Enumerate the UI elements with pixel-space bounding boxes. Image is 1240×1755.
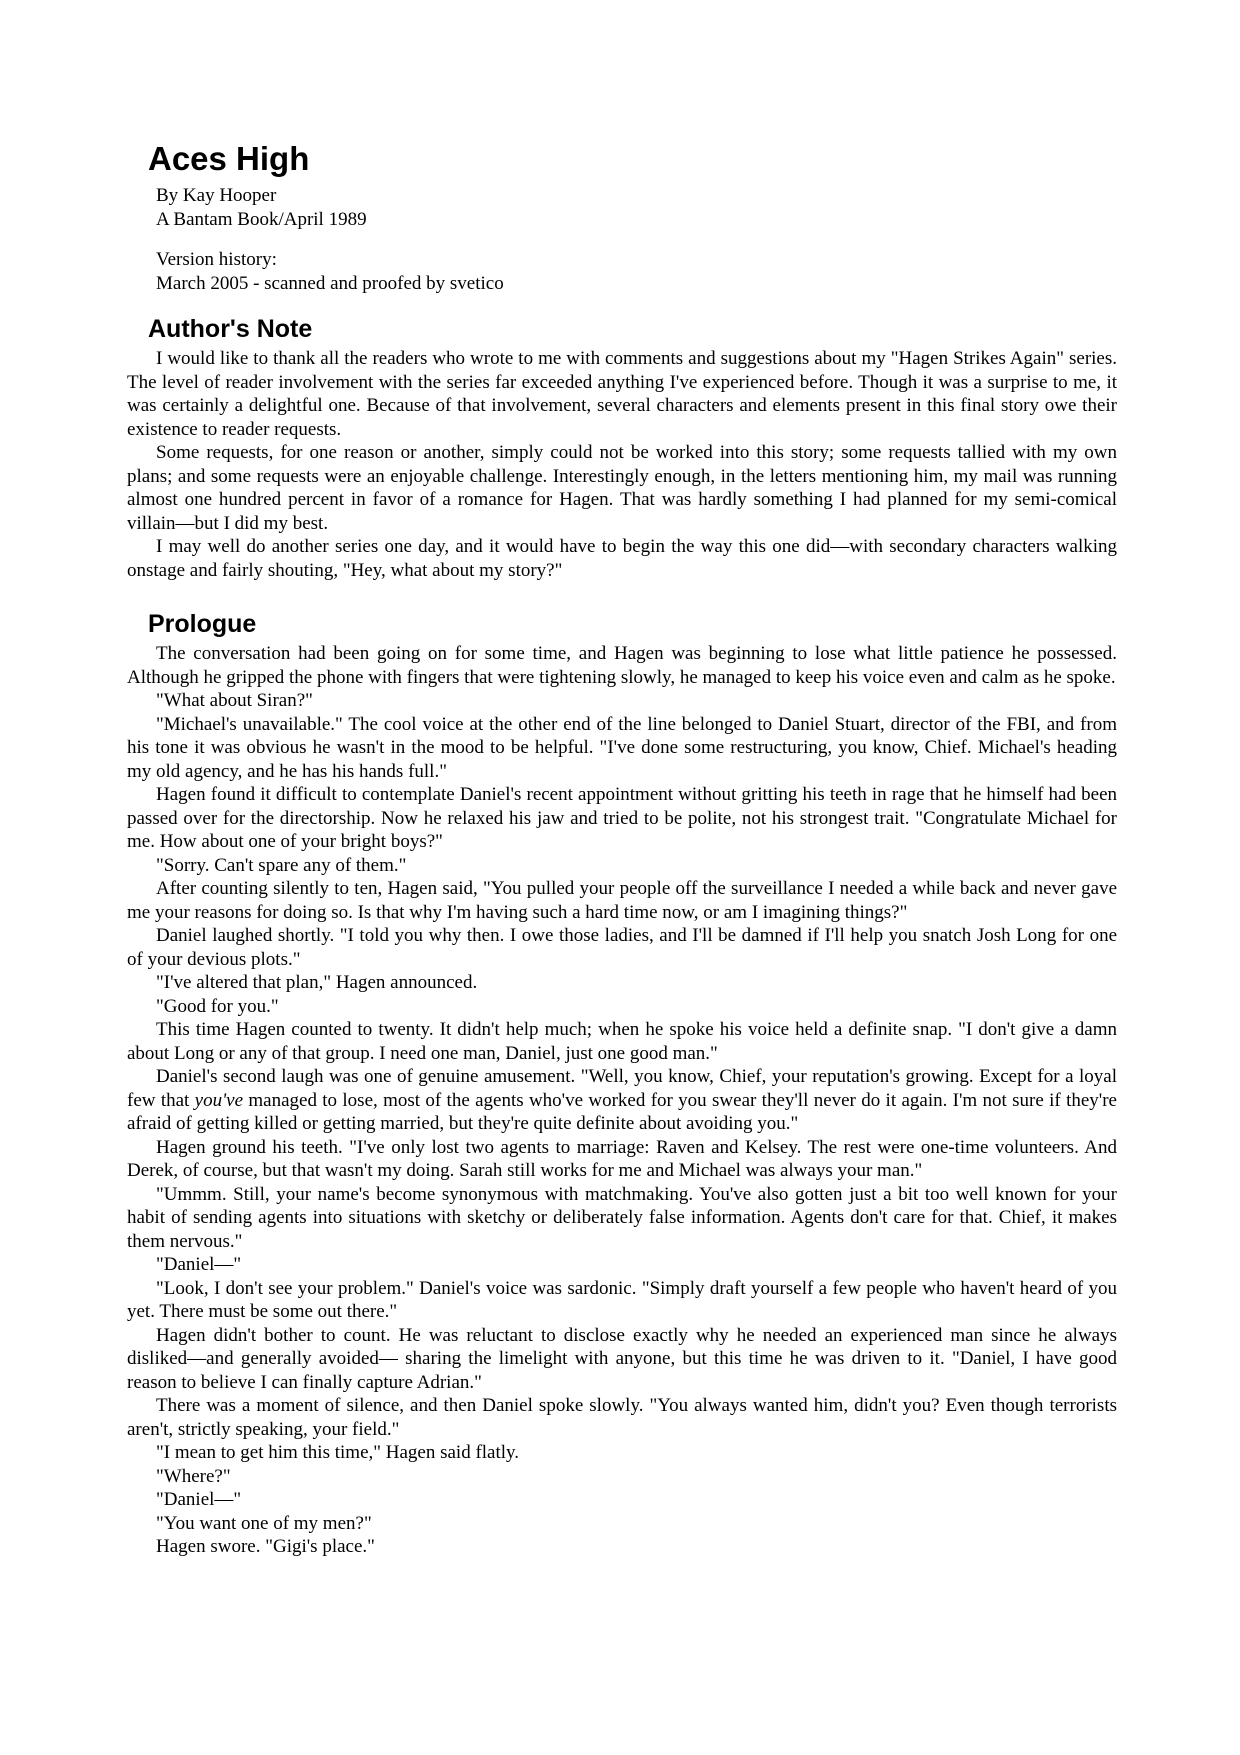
document-page <box>127 140 1117 1559</box>
paragraph: "I've altered that plan," Hagen announced. <box>156 972 478 993</box>
paragraph: "Where?" <box>156 1465 231 1487</box>
paragraph: "Ummm. Still, your name's become synonymous with matchmaking. You've also gotten just a bit too well known for your habit of sending agents into situations with sketchy or deliberately false information. Agents don't care for that. Chief, it makes them nervous." <box>127 1183 1117 1252</box>
prologue-body <box>127 642 1117 1559</box>
paragraph: "I mean to get him this time," Hagen said flatly. <box>156 1442 520 1463</box>
publisher-line: A Bantam Book/April 1989 <box>156 208 367 230</box>
paragraph: "Daniel—" <box>156 1489 242 1510</box>
prologue-heading: Prologue <box>148 610 257 638</box>
paragraph: "Look, I don't see your problem." Daniel's voice was sardonic. "Simply draft yourself a few people who haven't heard of you yet. There must be some out there." <box>127 1277 1117 1322</box>
paragraph: "Good for you." <box>156 995 279 1017</box>
emphasized-word: you've <box>194 1089 244 1111</box>
version-history-label: Version history: <box>156 249 277 270</box>
authors-note-heading: Author's Note <box>148 315 313 343</box>
paragraph: After counting silently to ten, Hagen said, "You pulled your people off the surveillance I needed a while back and never gave me your reasons for doing so. Is that why I'm having such a hard time now, or am I imagining things?" <box>127 878 1117 923</box>
paragraph: Some requests, for one reason or another, simply could not be worked into this story; some requests tallied with my own plans; and some requests were an enjoyable challenge. Interestingly enough, in the letters mentioning him, my mail was running almost one hundred percent in favor of a romance for Hagen. That was hardly something I had planned for my semi-comical villain—but I did my best. <box>127 442 1117 534</box>
paragraph: I may well do another series one day, and it would have to begin the way this one did—with secondary characters walking onstage and fairly shouting, "Hey, what about my story?" <box>127 536 1117 581</box>
version-history-entry: March 2005 - scanned and proofed by svetico <box>156 272 504 294</box>
paragraph: "Sorry. Can't spare any of them." <box>156 854 407 876</box>
paragraph: The conversation had been going on for some time, and Hagen was beginning to lose what little patience he possessed. Although he gripped the phone with fingers that were tightening slowly, he managed to keep his voice even and calm as he spoke. <box>127 643 1117 688</box>
paragraph: This time Hagen counted to twenty. It didn't help much; when he spoke his voice held a definite snap. "I don't give a damn about Long or any of that group. I need one man, Daniel, just one good man." <box>127 1019 1117 1064</box>
text-run: managed to lose, most of the agents who've worked for you swear they'll never do it again. I'm not sure if they're afraid of getting killed or getting married, but they're quite definite about avoiding you." <box>127 1089 1117 1134</box>
authors-note-body <box>127 347 1117 582</box>
paragraph: "Daniel—" <box>156 1254 242 1275</box>
book-title: Aces High <box>148 140 310 177</box>
paragraph: "Michael's unavailable." The cool voice at the other end of the line belonged to Daniel Stuart, director of the FBI, and from his tone it was obvious he wasn't in the mood to be helpful. "I've done some restructuring, you know, Chief. Michael's heading my old agency, and he has his hands full." <box>127 713 1117 782</box>
paragraph: "You want one of my men?" <box>156 1512 372 1534</box>
book-metadata <box>156 184 1117 295</box>
paragraph: I would like to thank all the readers who wrote to me with comments and suggestions about my "Hagen Strikes Again" series. The level of reader involvement with the series far exceeded anything I've experienced before. Though it was a surprise to me, it was certainly a delightful one. Because of that involvement, several characters and elements present in this final story owe their existence to reader requests. <box>127 348 1117 440</box>
paragraph: "What about Siran?" <box>156 690 313 711</box>
paragraph-with-emphasis <box>127 1065 1117 1136</box>
text-run: Daniel's second laugh was one of genuine amusement. "Well, you know, Chief, your reputation's growing. Except for a loyal few that <box>127 1066 1117 1111</box>
byline: By Kay Hooper <box>156 185 277 206</box>
paragraph: There was a moment of silence, and then Daniel spoke slowly. "You always wanted him, didn't you? Even though terrorists aren't, strictly speaking, your field." <box>127 1395 1117 1440</box>
paragraph: Hagen found it difficult to contemplate Daniel's recent appointment without gritting his teeth in rage that he himself had been passed over for the directorship. Now he relaxed his jaw and tried to be polite, not his strongest trait. "Congratulate Michael for me. How about one of your bright boys?" <box>127 784 1117 852</box>
paragraph: Hagen swore. "Gigi's place." <box>156 1536 375 1557</box>
paragraph: Daniel laughed shortly. "I told you why then. I owe those ladies, and I'll be damned if I'll help you snatch Josh Long for one of your devious plots." <box>127 925 1117 970</box>
paragraph: Hagen ground his teeth. "I've only lost two agents to marriage: Raven and Kelsey. The rest were one-time volunteers. And Derek, of course, but that wasn't my doing. Sarah still works for me and Michael was always your man." <box>127 1136 1117 1181</box>
paragraph: Hagen didn't bother to count. He was reluctant to disclose exactly why he needed an experienced man since he always disliked—and generally avoided— sharing the limelight with anyone, but this time he was driven to it. "Daniel, I have good reason to believe I can finally capture Adrian." <box>127 1324 1117 1393</box>
